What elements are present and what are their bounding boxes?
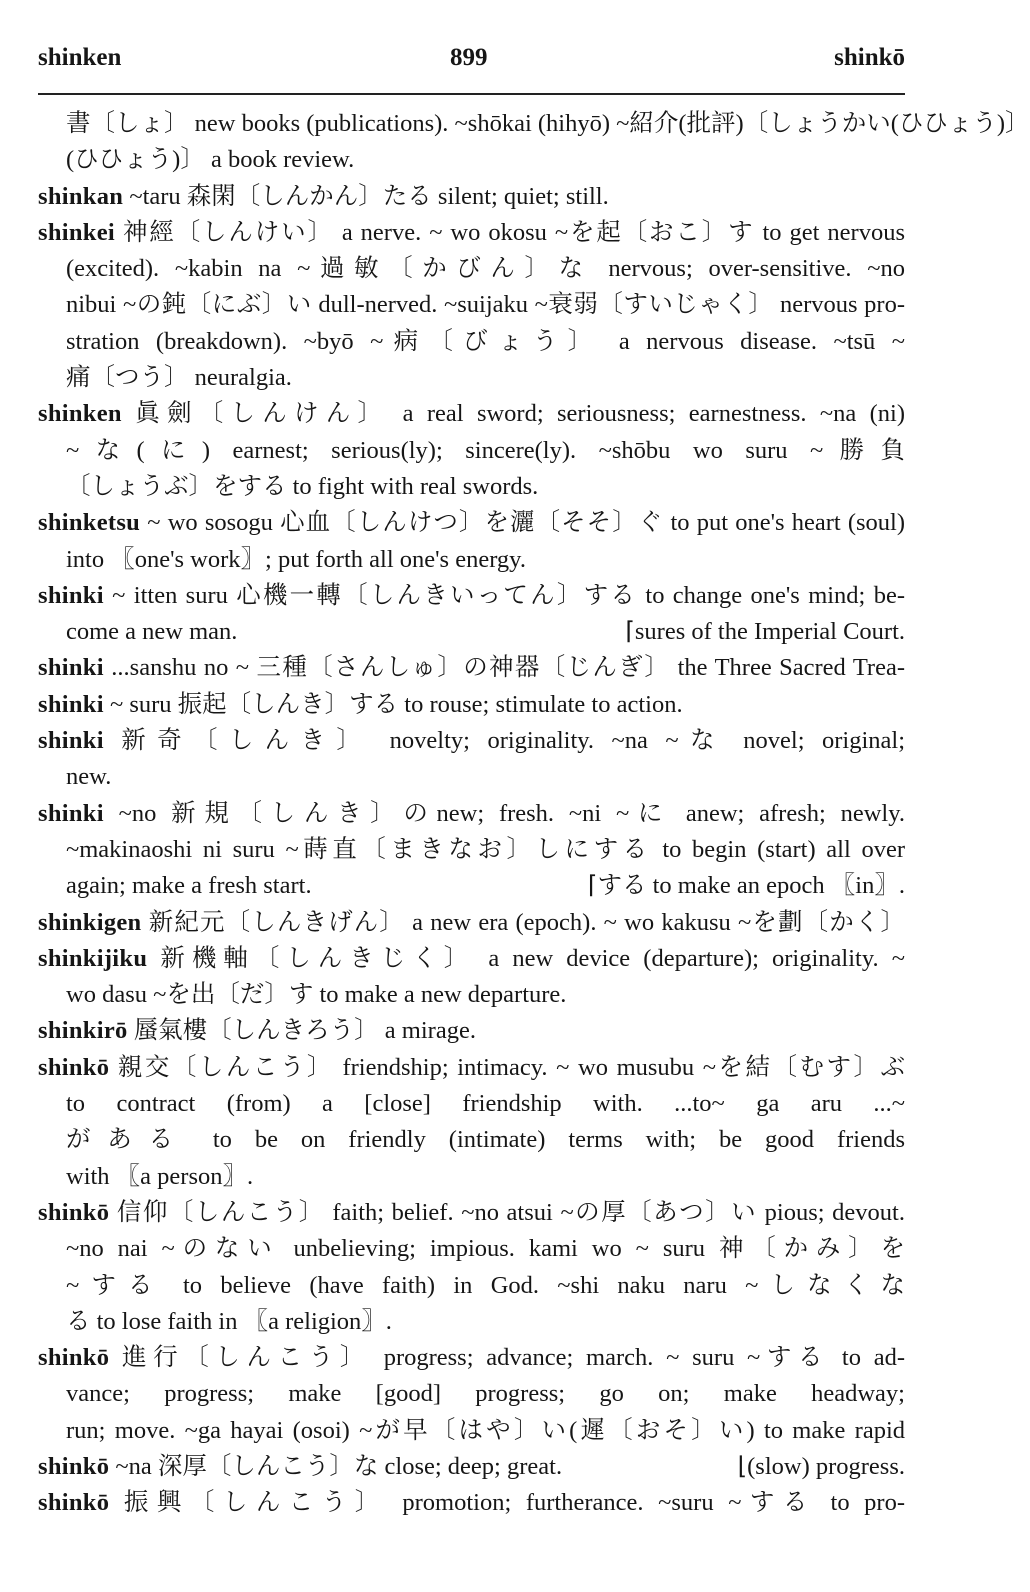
entry-line [38, 868, 905, 904]
entry-line-headword [38, 723, 905, 759]
headword: shinkō [38, 1452, 110, 1480]
entry-text: into 〖one's work〗; put forth all one's energy. [66, 545, 526, 573]
entry-text: ~makinaoshi ni suru ~蒔直〔まきなお〕しにする to begin (start) all over [66, 835, 905, 863]
headword: shinki [38, 654, 104, 682]
entry-text: ~na 深厚〔しんこう〕な close; deep; great. [109, 1452, 563, 1480]
headword: shinki [38, 727, 104, 755]
entry-line-headword [38, 650, 905, 686]
page-number: 899 [450, 44, 488, 71]
entry-line [38, 251, 905, 287]
entry-line-headword [38, 396, 905, 432]
entry-line-headword [38, 1449, 905, 1485]
entry-text: ~no 新規〔しんき〕のnew; fresh. ~ni ~に anew; afresh; newly. [103, 799, 905, 827]
entry-text: ...sanshu no ~ 三種〔さんしゅ〕の神器〔じんぎ〕 the Three Sacred Trea- [103, 654, 905, 682]
header-right-guideword: shinkō [834, 44, 905, 71]
entry-left-part [66, 614, 237, 650]
entry-line [38, 106, 1030, 142]
entry-line [38, 1231, 905, 1267]
entry-line [38, 1304, 905, 1340]
headword: shinki [38, 799, 104, 827]
entry-text: ~taru 森閑〔しんかん〕たる silent; quiet; still. [123, 182, 609, 210]
headword: shinken [38, 400, 122, 428]
headword: shinkō [38, 1053, 110, 1081]
entry-text: 進行〔しんこう〕 progress; advance; march. ~ suru ~する to ad- [109, 1344, 905, 1372]
entry-text: vance; progress; make [good] progress; go on; make headway; [66, 1380, 905, 1408]
headword: shinkan [38, 182, 124, 210]
entry-text: run; move. ~ga hayai (osoi) ~が早〔はや〕い(遲〔おそ〕い) to make rapid [66, 1416, 905, 1444]
entry-line-headword [38, 905, 905, 941]
entry-left-part [38, 1449, 562, 1485]
entry-line-headword [38, 578, 905, 614]
entry-line-headword [38, 215, 905, 251]
entry-line [38, 1376, 905, 1412]
entry-line-headword [38, 1195, 905, 1231]
headword: shinkō [38, 1344, 110, 1372]
dictionary-entries [38, 106, 1030, 1522]
header-rule [38, 93, 905, 95]
entry-line [38, 542, 905, 578]
entry-line-headword [38, 505, 905, 541]
entry-line-headword [38, 941, 905, 977]
entry-overflow-text: ⌊(slow) progress. [737, 1452, 905, 1480]
entry-line [38, 759, 905, 795]
headword: shinkō [38, 1489, 110, 1517]
entry-text: 痛〔つう〕 neuralgia. [66, 364, 292, 392]
entry-line [38, 1122, 905, 1158]
entry-text: come a new man. [66, 618, 238, 646]
entry-line-headword [38, 1485, 905, 1521]
entry-line [38, 360, 905, 396]
entry-text: stration (breakdown). ~byō ~病〔びょう〕 a nervous disease. ~tsū ~ [66, 327, 905, 355]
entry-line [38, 1268, 905, 1304]
entry-text: ~する to believe (have faith) in God. ~shi naku naru ~しなくな [66, 1271, 905, 1299]
entry-text: ~な(に) earnest; serious(ly); sincere(ly). ~shōbu wo suru ~勝負 [66, 436, 905, 464]
entry-text: がある to be on friendly (intimate) terms with; be good friends [66, 1126, 905, 1154]
headword: shinkijiku [38, 944, 148, 972]
headword: shinkō [38, 1198, 110, 1226]
entry-text: 書〔しょ〕 new books (publications). ~shōkai (hihyō) ~紹介(批評)〔しょうかい(ひひょう)〕 [66, 110, 1030, 137]
entry-text: to contract (from) a [close] friendship with. ...to~ ga aru ...~ [66, 1090, 905, 1118]
headword: shinki [38, 581, 104, 609]
entry-text: 親交〔しんこう〕 friendship; intimacy. ~ wo musubu ~を結〔むす〕ぶ [109, 1053, 905, 1081]
entry-line [38, 433, 905, 469]
entry-text: ~no nai ~のない unbelieving; impious. kami wo ~ suru 神〔かみ〕を [66, 1235, 905, 1263]
entry-text: る to lose faith in 〖a religion〗. [66, 1307, 392, 1335]
entry-text: again; make a fresh start. [66, 872, 312, 900]
entry-line-headword [38, 1050, 905, 1086]
entry-line [38, 287, 905, 323]
entry-text: 蜃氣樓〔しんきろう〕 a mirage. [127, 1017, 476, 1045]
entry-text: 新奇〔しんき〕 novelty; originality. ~na ~な novel; original; [103, 727, 905, 755]
entry-line-headword [38, 1013, 905, 1049]
entry-text: ~ suru 振起〔しんき〕する to rouse; stimulate to action. [103, 690, 683, 718]
entry-line [38, 832, 905, 868]
entry-overflow-text: ⌈sures of the Imperial Court. [625, 618, 905, 646]
entry-line [38, 142, 905, 178]
entry-text: new. [66, 763, 112, 791]
entry-line [38, 1159, 905, 1195]
headword: shinkirō [38, 1017, 128, 1045]
entry-text: 振興〔しんこう〕 promotion; furtherance. ~suru ~する to pro- [109, 1489, 905, 1517]
entry-text: nibui ~の鈍〔にぶ〕い dull-nerved. ~suijaku ~衰弱〔すいじゃく〕 nervous pro- [66, 291, 905, 319]
entry-text: ~ wo sosogu 心血〔しんけつ〕を灑〔そそ〕ぐ to put one's heart (soul) [140, 509, 905, 537]
headword: shinkei [38, 218, 115, 246]
entry-text: 眞劍〔しんけん〕 a real sword; seriousness; earnestness. ~na (ni) [121, 400, 905, 428]
entry-text: (ひひょう)〕 a book review. [66, 146, 355, 174]
entry-text: 〔しょうぶ〕をする to fight with real swords. [66, 472, 539, 500]
entry-text: 信仰〔しんこう〕 faith; belief. ~no atsui ~の厚〔あつ〕い pious; devout. [109, 1198, 905, 1226]
entry-text: wo dasu ~を出〔だ〕す to make a new departure. [66, 981, 567, 1009]
headword: shinketsu [38, 509, 141, 537]
entry-overflow-text: ⌈する to make an epoch 〖in〗. [587, 872, 905, 900]
header-left-guideword: shinken [38, 44, 122, 71]
entry-line [38, 324, 905, 360]
entry-text: 神經〔しんけい〕 a nerve. ~ wo okosu ~を起〔おこ〕す to get nervous [115, 218, 905, 246]
headword: shinki [38, 690, 104, 718]
page-header [38, 44, 905, 84]
entry-line [38, 977, 905, 1013]
entry-line-headword [38, 796, 905, 832]
entry-line-headword [38, 179, 905, 215]
headword: shinkigen [38, 908, 142, 936]
entry-line [38, 1413, 905, 1449]
entry-line [38, 614, 905, 650]
entry-line [38, 469, 905, 505]
entry-line-headword [38, 1340, 905, 1376]
entry-line-headword [38, 687, 905, 723]
entry-text: (excited). ~kabin na ~過敏〔かびん〕な nervous; over-sensitive. ~no [66, 255, 905, 283]
entry-text: 新機軸〔しんきじく〕 a new device (departure); originality. ~ [147, 944, 905, 972]
entry-text: with 〖a person〗. [66, 1162, 254, 1190]
entry-text: 新紀元〔しんきげん〕 a new era (epoch). ~ wo kakusu ~を劃〔かく〕 [141, 908, 905, 936]
entry-text: ~ itten suru 心機一轉〔しんきいってん〕する to change one's mind; be- [103, 581, 905, 609]
entry-line [38, 1086, 905, 1122]
entry-left-part [66, 868, 312, 904]
